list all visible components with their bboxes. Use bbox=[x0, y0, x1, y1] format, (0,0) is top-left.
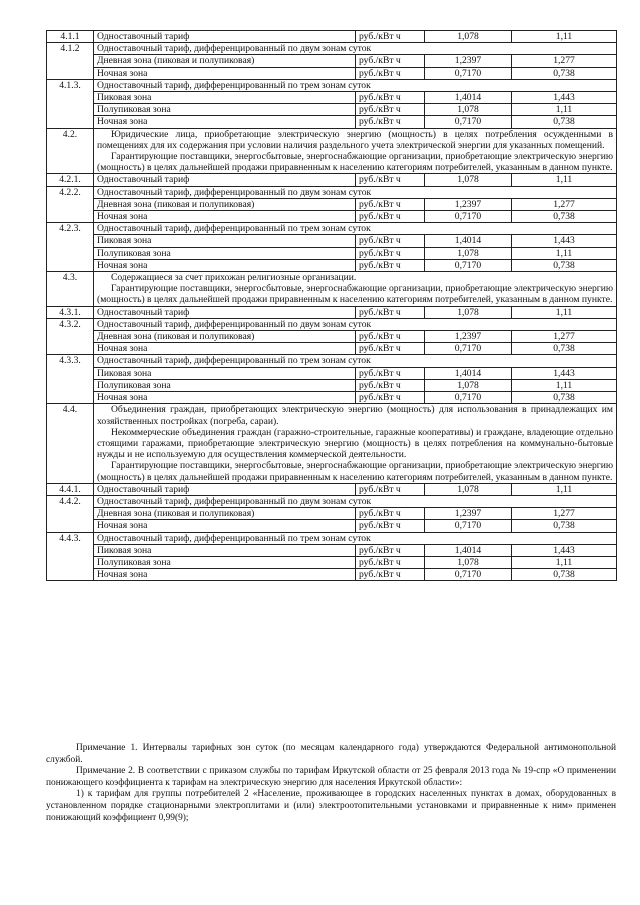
tariff-group-title: Одноставочный тариф, дифференцированный по трем зонам суток bbox=[94, 355, 617, 367]
tariff-value-h2: 1,11 bbox=[512, 174, 617, 186]
tariff-value-h2: 1,443 bbox=[512, 92, 617, 104]
tariff-value-h1: 1,078 bbox=[425, 31, 512, 43]
tariff-value-h2: 1,277 bbox=[512, 508, 617, 520]
table-row bbox=[47, 343, 617, 355]
table-row bbox=[47, 116, 617, 128]
tariff-group-title: Одноставочный тариф, дифференцированный по трем зонам суток bbox=[94, 79, 617, 91]
tariff-value-h2: 1,11 bbox=[512, 306, 617, 318]
table-row bbox=[47, 31, 617, 43]
tariff-value-h1: 0,7170 bbox=[425, 259, 512, 271]
zone-name: Полупиковая зона bbox=[94, 556, 356, 568]
tariff-value-h2: 1,443 bbox=[512, 235, 617, 247]
zone-name: Пиковая зона bbox=[94, 544, 356, 556]
tariff-unit: руб./кВт ч bbox=[356, 259, 425, 271]
zone-name: Ночная зона bbox=[94, 116, 356, 128]
table-row bbox=[47, 259, 617, 271]
tariff-value-h1: 0,7170 bbox=[425, 520, 512, 532]
tariff-group-title: Одноставочный тариф, дифференцированный по двум зонам суток bbox=[94, 186, 617, 198]
tariff-value-h2: 1,443 bbox=[512, 367, 617, 379]
category-paragraph: Содержащиеся за счет прихожан религиозные организации. bbox=[111, 272, 357, 284]
row-number: 4.2.2. bbox=[47, 186, 94, 223]
table-row bbox=[47, 92, 617, 104]
tariff-unit: руб./кВт ч bbox=[356, 367, 425, 379]
tariff-unit: руб./кВт ч bbox=[356, 235, 425, 247]
tariff-value-h2: 1,11 bbox=[512, 483, 617, 495]
zone-name: Пиковая зона bbox=[94, 92, 356, 104]
table-row bbox=[47, 508, 617, 520]
table-row bbox=[47, 532, 617, 544]
note-2: Примечание 2. В соответствии с приказом службы по тарифам Иркутской области от 25 февраля 2013 года № 19-спр «О применении понижающего коэффициента к тарифам на электрическую энергию для населения Иркутской области»: bbox=[46, 766, 616, 788]
tariff-value-h1: 0,7170 bbox=[425, 67, 512, 79]
table-row bbox=[47, 223, 617, 235]
table-row bbox=[47, 306, 617, 318]
tariff-name: Одноставочный тариф bbox=[94, 174, 356, 186]
tariff-value-h2: 0,738 bbox=[512, 520, 617, 532]
tariff-value-h1: 1,078 bbox=[425, 104, 512, 116]
category-paragraph: Юридические лица, приобретающие электрическую энергию (мощность) в целях потребления осужденными в помещениях для их содержания при условии наличия раздельного учета электрической энергии для указанных помещений. bbox=[97, 128, 613, 151]
tariff-value-h1: 1,4014 bbox=[425, 92, 512, 104]
row-number: 4.4.3. bbox=[47, 532, 94, 581]
table-row bbox=[47, 55, 617, 67]
row-number: 4.3. bbox=[47, 272, 94, 307]
note-1: Примечание 1. Интервалы тарифных зон суток (по месяцам календарного года) утверждаются Федеральной антимонопольной службой. bbox=[46, 743, 616, 765]
tariff-unit: руб./кВт ч bbox=[356, 247, 425, 259]
tariff-value-h1: 1,2397 bbox=[425, 331, 512, 343]
tariff-table bbox=[46, 30, 617, 581]
tariff-value-h1: 0,7170 bbox=[425, 211, 512, 223]
zone-name: Пиковая зона bbox=[94, 367, 356, 379]
tariff-group-title: Одноставочный тариф, дифференцированный по двум зонам суток bbox=[94, 495, 617, 507]
row-number: 4.3.1. bbox=[47, 306, 94, 318]
tariff-value-h1: 0,7170 bbox=[425, 343, 512, 355]
row-number: 4.4.2. bbox=[47, 495, 94, 532]
tariff-value-h2: 1,11 bbox=[512, 104, 617, 116]
zone-name: Полупиковая зона bbox=[94, 379, 356, 391]
category-paragraph: Некоммерческие объединения граждан (гаражно-строительные, гаражные кооперативы) и граждане, владеющие отдельно стоящими гаражами, приобретающие электрическую энергию (мощность) в целях потребления на коммунально-бытовые нужды и не используемую для осуществления коммерческой деятельности. bbox=[97, 426, 613, 461]
category-paragraph: Гарантирующие поставщики, энергосбытовые, энергоснабжающие организации, приобретающие электрическую энергию (мощность) в целях дальнейшей продажи приравненным к населению категориям потребителей, указанным в данном пункте. bbox=[97, 460, 613, 483]
table-row bbox=[47, 404, 617, 483]
category-paragraph: Гарантирующие поставщики, энергосбытовые, энергоснабжающие организации, приобретающие электрическую энергию (мощность) в целях дальнейшей продажи приравненным к населению категориям потребителей, указанным в данном пункте. bbox=[97, 283, 613, 306]
category-paragraph: Гарантирующие поставщики, энергосбытовые, энергоснабжающие организации, приобретающие электрическую энергию (мощность) в целях дальнейшей продажи приравненным к населению категориям потребителей, указанным в данном пункте. bbox=[97, 151, 613, 174]
table-row bbox=[47, 67, 617, 79]
tariff-value-h2: 1,11 bbox=[512, 379, 617, 391]
tariff-value-h1: 1,078 bbox=[425, 379, 512, 391]
tariff-value-h2: 0,738 bbox=[512, 67, 617, 79]
zone-name: Полупиковая зона bbox=[94, 247, 356, 259]
tariff-value-h1: 1,078 bbox=[425, 174, 512, 186]
table-row bbox=[47, 247, 617, 259]
tariff-value-h1: 1,2397 bbox=[425, 508, 512, 520]
tariff-unit: руб./кВт ч bbox=[356, 520, 425, 532]
zone-name: Дневная зона (пиковая и полупиковая) bbox=[94, 55, 356, 67]
tariff-value-h2: 0,738 bbox=[512, 392, 617, 404]
row-number: 4.2.3. bbox=[47, 223, 94, 272]
tariff-value-h1: 0,7170 bbox=[425, 116, 512, 128]
tariff-unit: руб./кВт ч bbox=[356, 104, 425, 116]
tariff-value-h1: 1,078 bbox=[425, 556, 512, 568]
zone-name: Полупиковая зона bbox=[94, 104, 356, 116]
table-row bbox=[47, 483, 617, 495]
tariff-unit: руб./кВт ч bbox=[356, 508, 425, 520]
tariff-unit: руб./кВт ч bbox=[356, 556, 425, 568]
tariff-unit: руб./кВт ч bbox=[356, 569, 425, 581]
tariff-value-h2: 1,11 bbox=[512, 31, 617, 43]
row-number: 4.2.1. bbox=[47, 174, 94, 186]
table-row bbox=[47, 544, 617, 556]
tariff-value-h1: 1,4014 bbox=[425, 235, 512, 247]
tariff-value-h2: 1,277 bbox=[512, 331, 617, 343]
tariff-unit: руб./кВт ч bbox=[356, 306, 425, 318]
tariff-value-h1: 0,7170 bbox=[425, 569, 512, 581]
tariff-name: Одноставочный тариф bbox=[94, 483, 356, 495]
row-number: 4.1.1 bbox=[47, 31, 94, 43]
tariff-group-title: Одноставочный тариф, дифференцированный по трем зонам суток bbox=[94, 223, 617, 235]
table-row bbox=[47, 104, 617, 116]
tariff-unit: руб./кВт ч bbox=[356, 483, 425, 495]
tariff-value-h1: 1,2397 bbox=[425, 198, 512, 210]
table-row bbox=[47, 235, 617, 247]
tariff-value-h2: 0,738 bbox=[512, 259, 617, 271]
zone-name: Дневная зона (пиковая и полупиковая) bbox=[94, 508, 356, 520]
table-row bbox=[47, 495, 617, 507]
zone-name: Пиковая зона bbox=[94, 235, 356, 247]
tariff-value-h2: 1,277 bbox=[512, 198, 617, 210]
tariff-unit: руб./кВт ч bbox=[356, 379, 425, 391]
tariff-unit: руб./кВт ч bbox=[356, 544, 425, 556]
tariff-unit: руб./кВт ч bbox=[356, 55, 425, 67]
row-number: 4.1.3. bbox=[47, 79, 94, 128]
tariff-unit: руб./кВт ч bbox=[356, 392, 425, 404]
row-number: 4.1.2 bbox=[47, 43, 94, 80]
tariff-group-title: Одноставочный тариф, дифференцированный по двум зонам суток bbox=[94, 43, 617, 55]
table-row bbox=[47, 128, 617, 174]
notes-section bbox=[46, 743, 616, 824]
category-paragraph: Объединения граждан, приобретающих электрическую энергию (мощность) для использования в принадлежащих им хозяйственных постройках (погреба, сараи). bbox=[97, 404, 613, 427]
row-number: 4.3.2. bbox=[47, 318, 94, 355]
table-row bbox=[47, 43, 617, 55]
tariff-value-h1: 1,078 bbox=[425, 306, 512, 318]
row-number: 4.3.3. bbox=[47, 355, 94, 404]
zone-name: Ночная зона bbox=[94, 343, 356, 355]
tariff-unit: руб./кВт ч bbox=[356, 174, 425, 186]
tariff-unit: руб./кВт ч bbox=[356, 92, 425, 104]
table-row bbox=[47, 367, 617, 379]
tariff-value-h1: 1,2397 bbox=[425, 55, 512, 67]
tariff-name: Одноставочный тариф bbox=[94, 306, 356, 318]
tariff-name: Одноставочный тариф bbox=[94, 31, 356, 43]
zone-name: Ночная зона bbox=[94, 392, 356, 404]
tariff-value-h2: 1,443 bbox=[512, 544, 617, 556]
tariff-value-h2: 1,277 bbox=[512, 55, 617, 67]
table-row bbox=[47, 520, 617, 532]
table-row bbox=[47, 355, 617, 367]
tariff-group-title: Одноставочный тариф, дифференцированный по двум зонам суток bbox=[94, 318, 617, 330]
tariff-unit: руб./кВт ч bbox=[356, 343, 425, 355]
row-number: 4.2. bbox=[47, 128, 94, 174]
table-row bbox=[47, 379, 617, 391]
zone-name: Ночная зона bbox=[94, 67, 356, 79]
table-row bbox=[47, 272, 617, 307]
table-row bbox=[47, 211, 617, 223]
tariff-value-h2: 1,11 bbox=[512, 247, 617, 259]
tariff-value-h1: 1,4014 bbox=[425, 367, 512, 379]
tariff-group-title: Одноставочный тариф, дифференцированный по трем зонам суток bbox=[94, 532, 617, 544]
table-row bbox=[47, 198, 617, 210]
tariff-value-h2: 0,738 bbox=[512, 343, 617, 355]
note-2-item-1: 1) к тарифам для группы потребителей 2 «Население, проживающее в городских населенных пунктах в домах, оборудованных в установленном порядке стационарными электроплитами и (или) электроотопительными установками и приравненные к ним» применен понижающий коэффициент 0,99(9); bbox=[46, 789, 616, 823]
zone-name: Ночная зона bbox=[94, 211, 356, 223]
tariff-value-h2: 0,738 bbox=[512, 116, 617, 128]
zone-name: Дневная зона (пиковая и полупиковая) bbox=[94, 198, 356, 210]
category-description bbox=[94, 404, 617, 483]
row-number: 4.4. bbox=[47, 404, 94, 483]
table-row bbox=[47, 392, 617, 404]
tariff-unit: руб./кВт ч bbox=[356, 116, 425, 128]
tariff-value-h2: 0,738 bbox=[512, 569, 617, 581]
tariff-table-body bbox=[47, 31, 617, 581]
tariff-value-h2: 1,11 bbox=[512, 556, 617, 568]
zone-name: Ночная зона bbox=[94, 520, 356, 532]
zone-name: Дневная зона (пиковая и полупиковая) bbox=[94, 331, 356, 343]
tariff-value-h1: 1,078 bbox=[425, 483, 512, 495]
zone-name: Ночная зона bbox=[94, 569, 356, 581]
tariff-unit: руб./кВт ч bbox=[356, 198, 425, 210]
row-number: 4.4.1. bbox=[47, 483, 94, 495]
table-row bbox=[47, 569, 617, 581]
tariff-value-h1: 1,078 bbox=[425, 247, 512, 259]
zone-name: Ночная зона bbox=[94, 259, 356, 271]
category-description bbox=[94, 272, 617, 307]
tariff-value-h1: 0,7170 bbox=[425, 392, 512, 404]
category-description bbox=[94, 128, 617, 174]
tariff-unit: руб./кВт ч bbox=[356, 67, 425, 79]
table-row bbox=[47, 186, 617, 198]
table-row bbox=[47, 318, 617, 330]
table-row bbox=[47, 79, 617, 91]
table-row bbox=[47, 174, 617, 186]
tariff-value-h2: 0,738 bbox=[512, 211, 617, 223]
table-row bbox=[47, 556, 617, 568]
table-row bbox=[47, 331, 617, 343]
tariff-unit: руб./кВт ч bbox=[356, 211, 425, 223]
tariff-unit: руб./кВт ч bbox=[356, 31, 425, 43]
tariff-unit: руб./кВт ч bbox=[356, 331, 425, 343]
tariff-value-h1: 1,4014 bbox=[425, 544, 512, 556]
